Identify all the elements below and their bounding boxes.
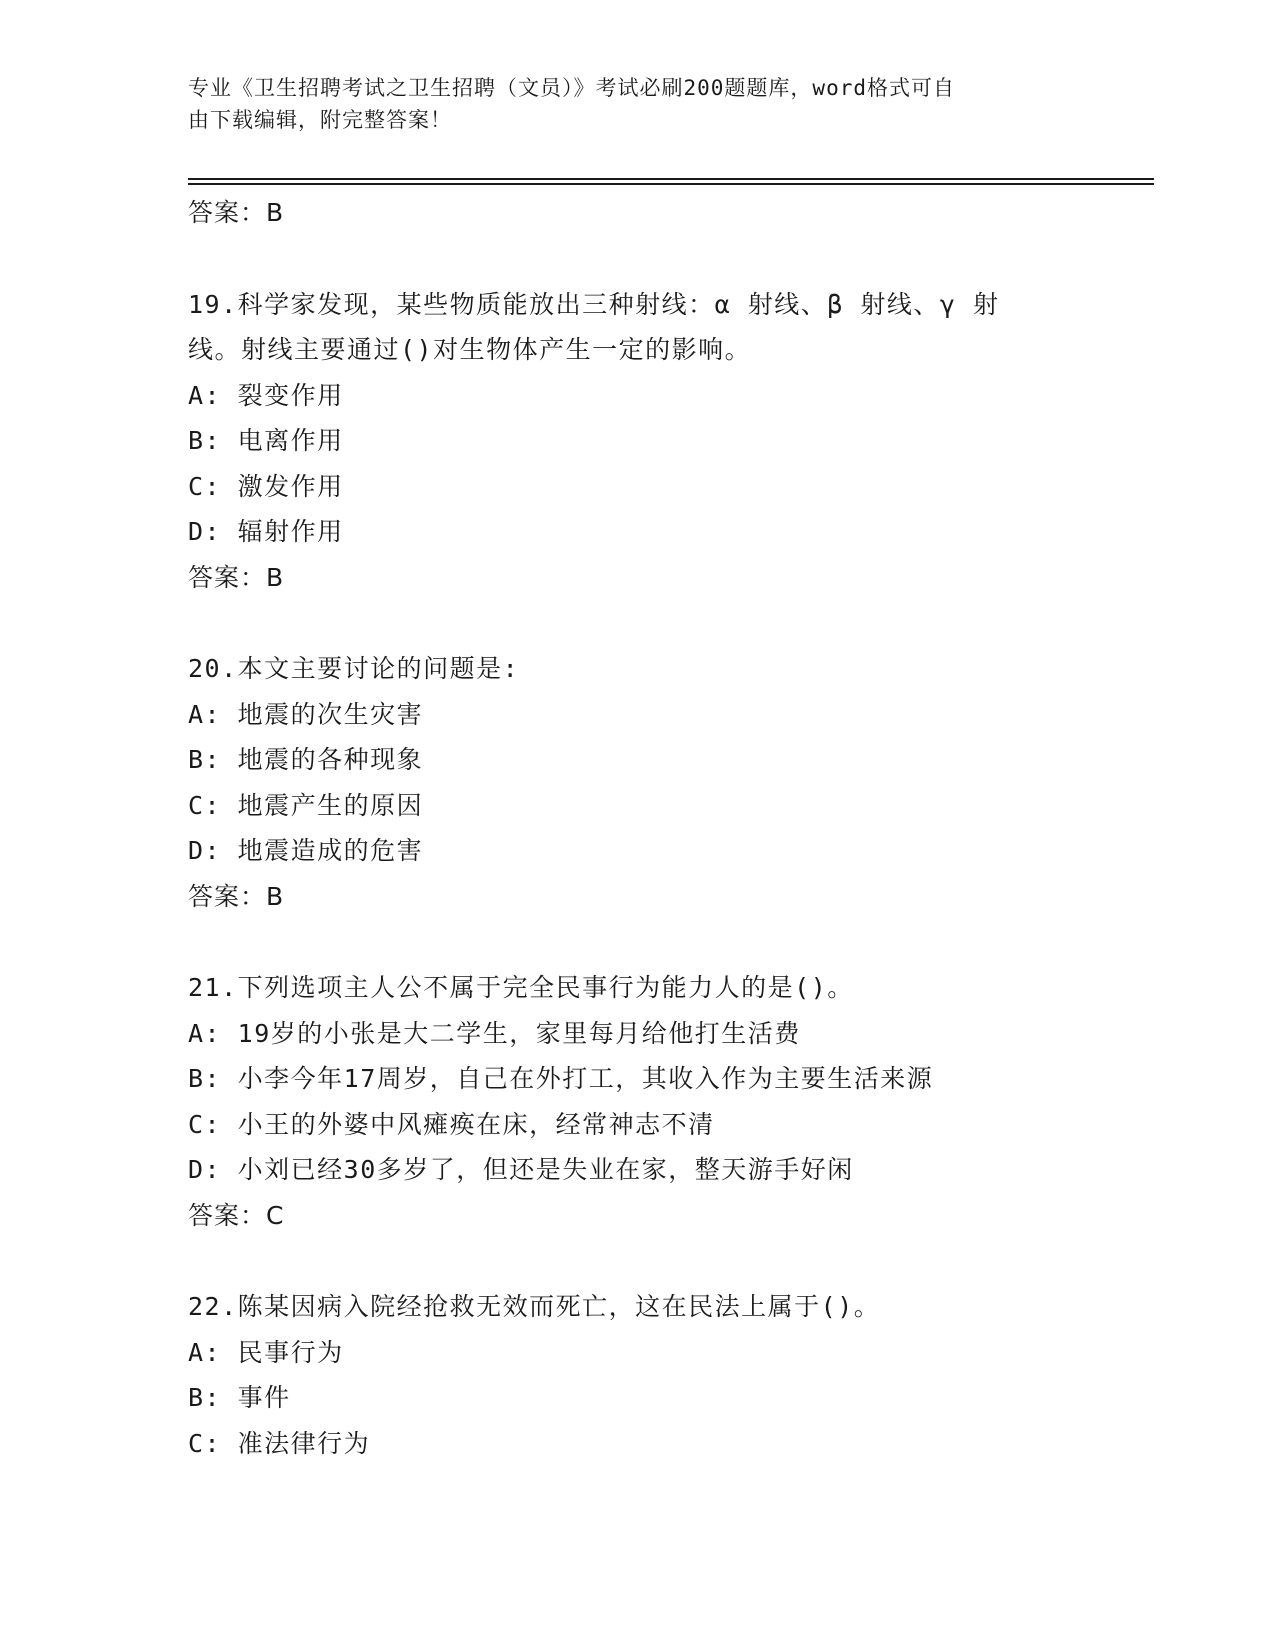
spacer [188,236,1148,282]
option-c: C: 准法律行为 [188,1428,371,1458]
option-c: C: 小王的外婆中风瘫痪在床，经常神志不清 [188,1109,715,1139]
answer-line: 答案：B [188,562,285,592]
option-a: A: 19岁的小张是大二学生，家里每月给他打生活费 [188,1018,801,1048]
question-stem: 20.本文主要讨论的问题是: [188,654,520,683]
header-line-1: 专业《卫生招聘考试之卫生招聘（文员）》考试必刷200题题库，word格式可自 [188,76,955,100]
header-rule-bottom [188,183,1154,185]
document-header [188,72,1068,136]
option-b: B: 事件 [188,1383,291,1412]
header-rule-top [188,178,1154,180]
question-stem: 线。射线主要通过()对生物体产生一定的影响。 [188,335,752,364]
answer-line: 答案：C [188,1200,285,1230]
answer-line: 答案：B [188,198,285,227]
question-block [188,646,1148,919]
question-block [188,1284,1148,1466]
answer-line: 答案：B [188,881,285,911]
option-d: D: 地震造成的危害 [188,836,424,865]
spacer [188,600,1148,646]
spacer [188,1238,1148,1284]
option-d: D: 小刘已经30多岁了，但还是失业在家，整天游手好闲 [188,1155,854,1184]
question-stem: 19.科学家发现，某些物质能放出三种射线：α 射线、β 射线、γ 射 [188,289,1000,319]
option-b: B: 小李今年17周岁，自己在外打工，其收入作为主要生活来源 [188,1064,934,1093]
question-stem: 22.陈某因病入院经抢救无效而死亡，这在民法上属于()。 [188,1292,881,1321]
spacer [188,919,1148,965]
option-a: A: 裂变作用 [188,380,344,410]
option-b: B: 地震的各种现象 [188,745,424,774]
document-body [188,190,1148,1466]
question-block [188,965,1148,1238]
header-line-2: 由下载编辑，附完整答案！ [188,108,452,132]
option-a: A: 民事行为 [188,1337,344,1367]
option-c: C: 激发作用 [188,471,344,501]
question-stem: 21.下列选项主人公不属于完全民事行为能力人的是()。 [188,973,854,1002]
option-d: D: 辐射作用 [188,517,344,546]
option-c: C: 地震产生的原因 [188,790,424,820]
option-a: A: 地震的次生灾害 [188,699,424,729]
option-b: B: 电离作用 [188,426,344,455]
question-block [188,282,1148,601]
